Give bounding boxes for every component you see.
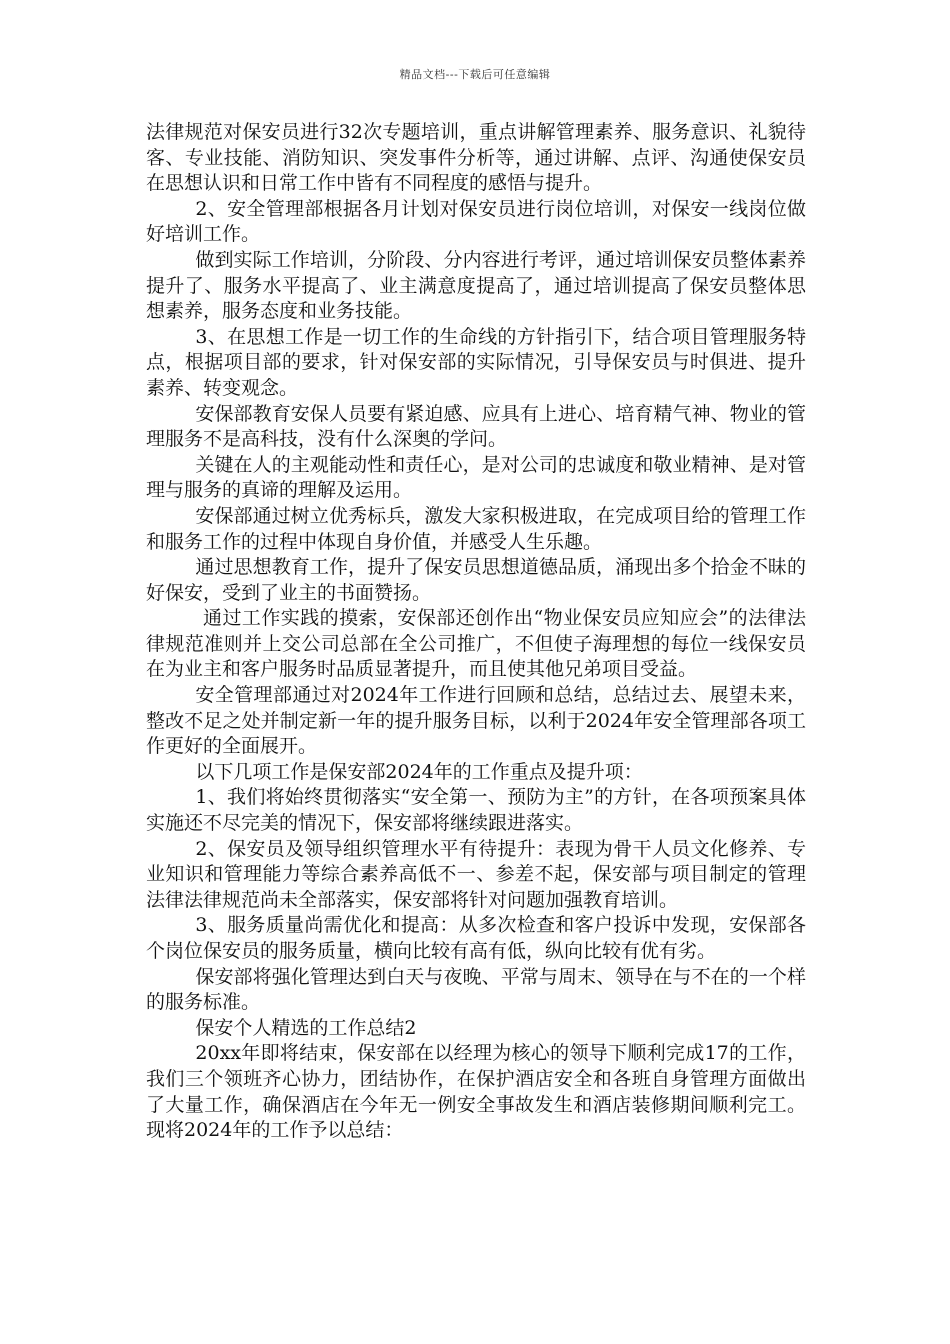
paragraph: 保安部将强化管理达到白天与夜晚、平常与周末、领导在与不在的一个样的服务标准。 bbox=[146, 965, 806, 1014]
paragraph: 3、服务质量尚需优化和提高：从多次检查和客户投诉中发现，安保部各个岗位保安员的服务质量，横向比较有高有低，纵向比较有优有劣。 bbox=[146, 914, 806, 962]
paragraph: 2、安全管理部根据各月计划对保安员进行岗位培训，对保安一线岗位做好培训工作。 bbox=[146, 197, 806, 246]
paragraph: 20xx年即将结束，保安部在以经理为核心的领导下顺利完成17的工作，我们三个领班齐心协力，团结协作，在保护酒店安全和各班自身管理方面做出了大量工作，确保酒店在今年无一例安全事故发生和酒店装修期间顺利完工。现将2024年的工作予以总结： bbox=[146, 1042, 806, 1142]
paragraph: 做到实际工作培训，分阶段、分内容进行考评，通过培训保安员整体素养提升了、服务水平提高了、业主满意度提高了，通过培训提高了保安员整体思想素养，服务态度和业务技能。 bbox=[146, 248, 806, 323]
paragraph: 1、我们将始终贯彻落实“安全第一、预防为主”的方针，在各项预案具体实施还不尽完美的情况下，保安部将继续跟进落实。 bbox=[146, 786, 806, 835]
paragraph: 安保部教育安保人员要有紧迫感、应具有上进心、培育精气神、物业的管理服务不是高科技，没有什么深奥的学问。 bbox=[146, 402, 806, 451]
paragraph: 以下几项工作是保安部2024年的工作重点及提升项： bbox=[195, 760, 643, 783]
paragraph: 通过思想教育工作，提升了保安员思想道德品质，涌现出多个拾金不昧的好保安，受到了业主的书面赞扬。 bbox=[146, 556, 806, 604]
paragraph: 3、在思想工作是一切工作的生命线的方针指引下，结合项目管理服务特点，根据项目部的要求，针对保安部的实际情况，引导保安员与时俱进、提升素养、转变观念。 bbox=[146, 325, 806, 399]
paragraph: 2、保安员及领导组织管理水平有待提升：表现为骨干人员文化修养、专业知识和管理能力等综合素养高低不一、参差不起，保安部与项目制定的管理法律法律规范尚未全部落实，保安部将针对问题加强教育培训。 bbox=[146, 837, 806, 911]
document-body bbox=[146, 120, 806, 1144]
page-header: 精品文档---下载后可任意编辑 bbox=[399, 68, 551, 81]
paragraph: 法律规范对保安员进行32次专题培训，重点讲解管理素养、服务意识、礼貌待客、专业技能、消防知识、突发事件分析等，通过讲解、点评、沟通使保安员在思想认识和日常工作中皆有不同程度的感悟与提升。 bbox=[146, 121, 806, 195]
paragraph: 安保部通过树立优秀标兵，激发大家积极进取，在完成项目给的管理工作和服务工作的过程中体现自身价值，并感受人生乐趣。 bbox=[146, 504, 806, 553]
paragraph: 关键在人的主观能动性和责任心，是对公司的忠诚度和敬业精神、是对管理与服务的真谛的理解及运用。 bbox=[146, 453, 806, 502]
paragraph: 安全管理部通过对2024年工作进行回顾和总结，总结过去、展望未来，整改不足之处并制定新一年的提升服务目标，以利于2024年安全管理部各项工作更好的全面展开。 bbox=[146, 684, 806, 758]
paragraph: 通过工作实践的摸索，安保部还创作出“物业保安员应知应会”的法律法律规范准则并上交公司总部在全公司推广，不但使子海理想的每位一线保安员在为业主和客户服务时品质显著提升，而且使其他兄弟项目受益。 bbox=[146, 607, 806, 681]
section-heading: 保安个人精选的工作总结2 bbox=[195, 1016, 417, 1039]
